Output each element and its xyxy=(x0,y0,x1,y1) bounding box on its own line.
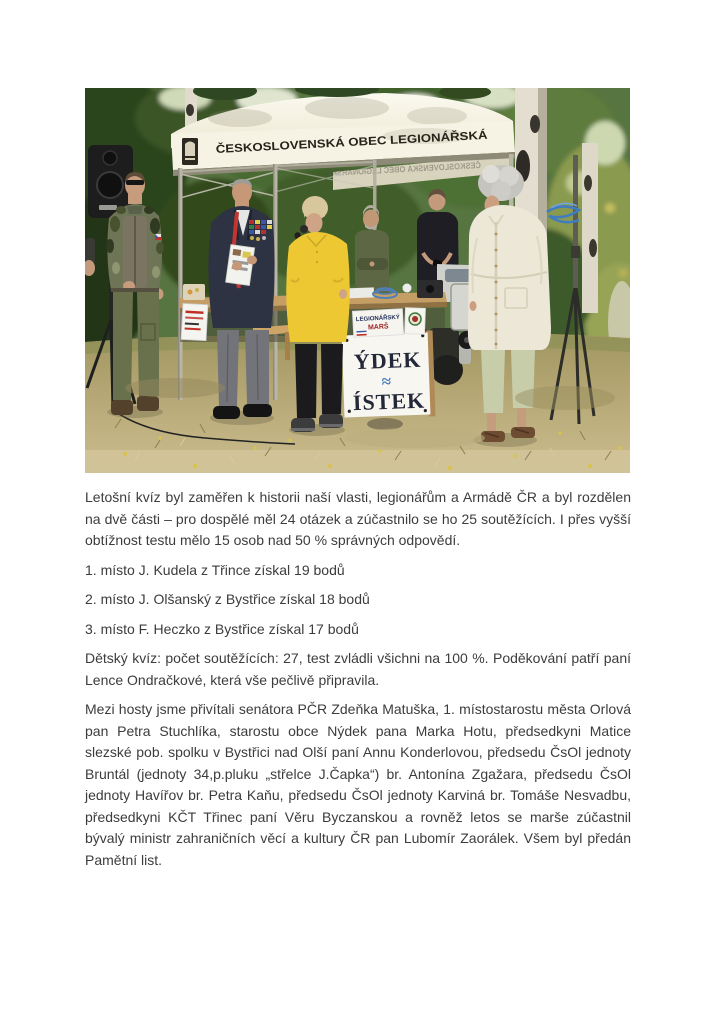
sign-board-wave: ≈ xyxy=(381,371,392,392)
result-line-2: 2. místo J. Olšanský z Bystřice získal 18 bodů xyxy=(85,591,370,607)
registration-card xyxy=(181,303,208,340)
tent-logo xyxy=(182,138,198,165)
result-line-1: 1. místo J. Kudela z Třince získal 19 bodů xyxy=(85,561,345,578)
route-sign-board xyxy=(342,330,436,419)
sign-board-top-text: ÝDEK xyxy=(353,346,422,375)
event-photo xyxy=(85,88,630,473)
sunglasses xyxy=(126,180,144,185)
result-line-3: 3. místo F. Heczko z Bystřice získal 17 bodů xyxy=(85,620,359,637)
document-content xyxy=(85,88,631,879)
march-sign-line2: MARŠ xyxy=(367,323,389,332)
march-sign xyxy=(352,309,403,338)
tent-banner-back-text: ČESKOSLOVENSKÁ OBEC LEGIONÁŘSKÁ xyxy=(305,160,482,180)
paragraph-guests: Mezi hosty jsme přivítali senátora PČR Zdeňka Matuška, 1. místostarostu města Orlová pan Petra Stuchlíka, starostu obce Nýdek pana Marka Hotu, předsedkyni Matice slezské pob. spolku v Bystřici nad Olší paní Annu Konderlovou, předsedu ČsOl jednoty Bruntál (jednoty 34,p.pluku „střelce J.Čapka“) br. Antonína Zgažara, předsedu ČsOl jednoty Havířov br. Petra Kaňu, předsedu ČsOl jednoty Karviná br. Tomáše Nesvadbu, předsedkyni KČT Třinec paní Věru Byczanskou a rovněž letos se marše zúčastnil bývalý ministr zahraničních věcí a kultury ČR pan Lubomír Zaorálek. Všem byl předán Pamětní list. xyxy=(85,701,631,868)
paragraph-intro: Letošní kvíz byl zaměřen k historii naší vlasti, legionářům a Armádě ČR a byl rozdělen na dvě části – pro dospělé měl 24 otázek a zúčastnilo se ho 25 soutěžících. I přes vyšší obtížnost testu mělo 15 osob nad 50 % správných odpovědí. xyxy=(85,489,631,548)
march-sign-line1: LEGIONÁŘSKÝ xyxy=(355,314,400,324)
edge-bystander-arm xyxy=(85,238,95,276)
paragraph-kids-quiz: Dětský kvíz: počet soutěžících: 27, test zvládli všichni na 100 %. Poděkování patří paní Lence Ondračkové, která vše pečlivě připravila. xyxy=(85,650,631,688)
photo-illustration xyxy=(85,88,630,473)
emblem-card xyxy=(405,308,426,335)
czech-flag-patch xyxy=(155,234,161,240)
sign-board-bottom-text: ÍSTEK xyxy=(352,387,426,416)
tent-banner-text: ČESKOSLOVENSKÁ OBEC LEGIONÁŘSKÁ xyxy=(215,131,453,156)
